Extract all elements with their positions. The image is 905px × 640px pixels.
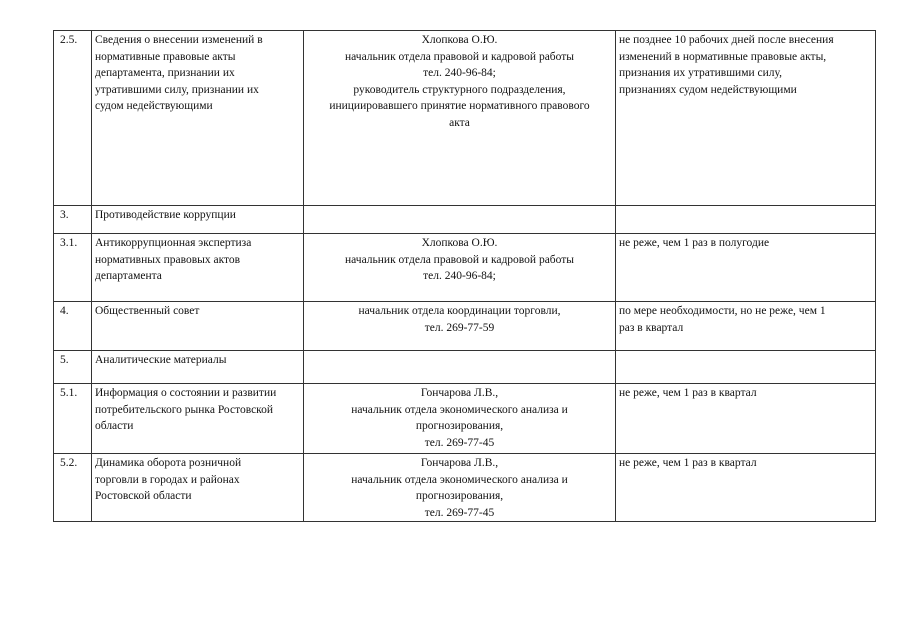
table-row (54, 31, 876, 206)
row-deadline: не реже, чем 1 раз в полугодие (616, 234, 876, 302)
row-name: Общественный совет (92, 302, 304, 351)
row-name: Динамика оборота розничной торговли в городах и районах Ростовской области (92, 454, 304, 522)
row-number: 4. (54, 302, 92, 351)
row-deadline (616, 206, 876, 234)
row-responsible: Гончарова Л.В., начальник отдела экономического анализа и прогнозирования, тел. 269-77-45 (304, 384, 616, 454)
row-name: Антикоррупционная экспертиза нормативных правовых актов департамента (92, 234, 304, 302)
row-deadline: не реже, чем 1 раз в квартал (616, 384, 876, 454)
table-row (54, 234, 876, 302)
table-row (54, 302, 876, 351)
row-responsible (304, 351, 616, 384)
row-deadline (616, 351, 876, 384)
table-row (54, 384, 876, 454)
row-deadline: не позднее 10 рабочих дней после внесения изменений в нормативные правовые акты, признания их утратившими силу, признаниях судом недействующими (616, 31, 876, 206)
row-name: Аналитические материалы (92, 351, 304, 384)
row-responsible: Гончарова Л.В., начальник отдела экономического анализа и прогнозирования, тел. 269-77-45 (304, 454, 616, 522)
row-responsible: Хлопкова О.Ю. начальник отдела правовой и кадровой работы тел. 240-96-84; руководитель структурного подразделения, инициировавшего принятие нормативного правового акта (304, 31, 616, 206)
row-number: 3.1. (54, 234, 92, 302)
row-number: 5.1. (54, 384, 92, 454)
row-number: 5. (54, 351, 92, 384)
row-number: 5.2. (54, 454, 92, 522)
row-name: Сведения о внесении изменений в нормативные правовые акты департамента, признании их утратившими силу, признании их судом недействующими (92, 31, 304, 206)
row-deadline: не реже, чем 1 раз в квартал (616, 454, 876, 522)
row-responsible (304, 206, 616, 234)
row-responsible: Хлопкова О.Ю. начальник отдела правовой и кадровой работы тел. 240-96-84; (304, 234, 616, 302)
table-row (54, 351, 876, 384)
row-responsible: начальник отдела координации торговли, тел. 269-77-59 (304, 302, 616, 351)
row-name: Противодействие коррупции (92, 206, 304, 234)
plan-table (53, 30, 876, 522)
table-row (54, 454, 876, 522)
row-deadline: по мере необходимости, но не реже, чем 1 раз в квартал (616, 302, 876, 351)
row-number: 2.5. (54, 31, 92, 206)
row-name: Информация о состоянии и развитии потребительского рынка Ростовской области (92, 384, 304, 454)
table-row (54, 206, 876, 234)
row-number: 3. (54, 206, 92, 234)
